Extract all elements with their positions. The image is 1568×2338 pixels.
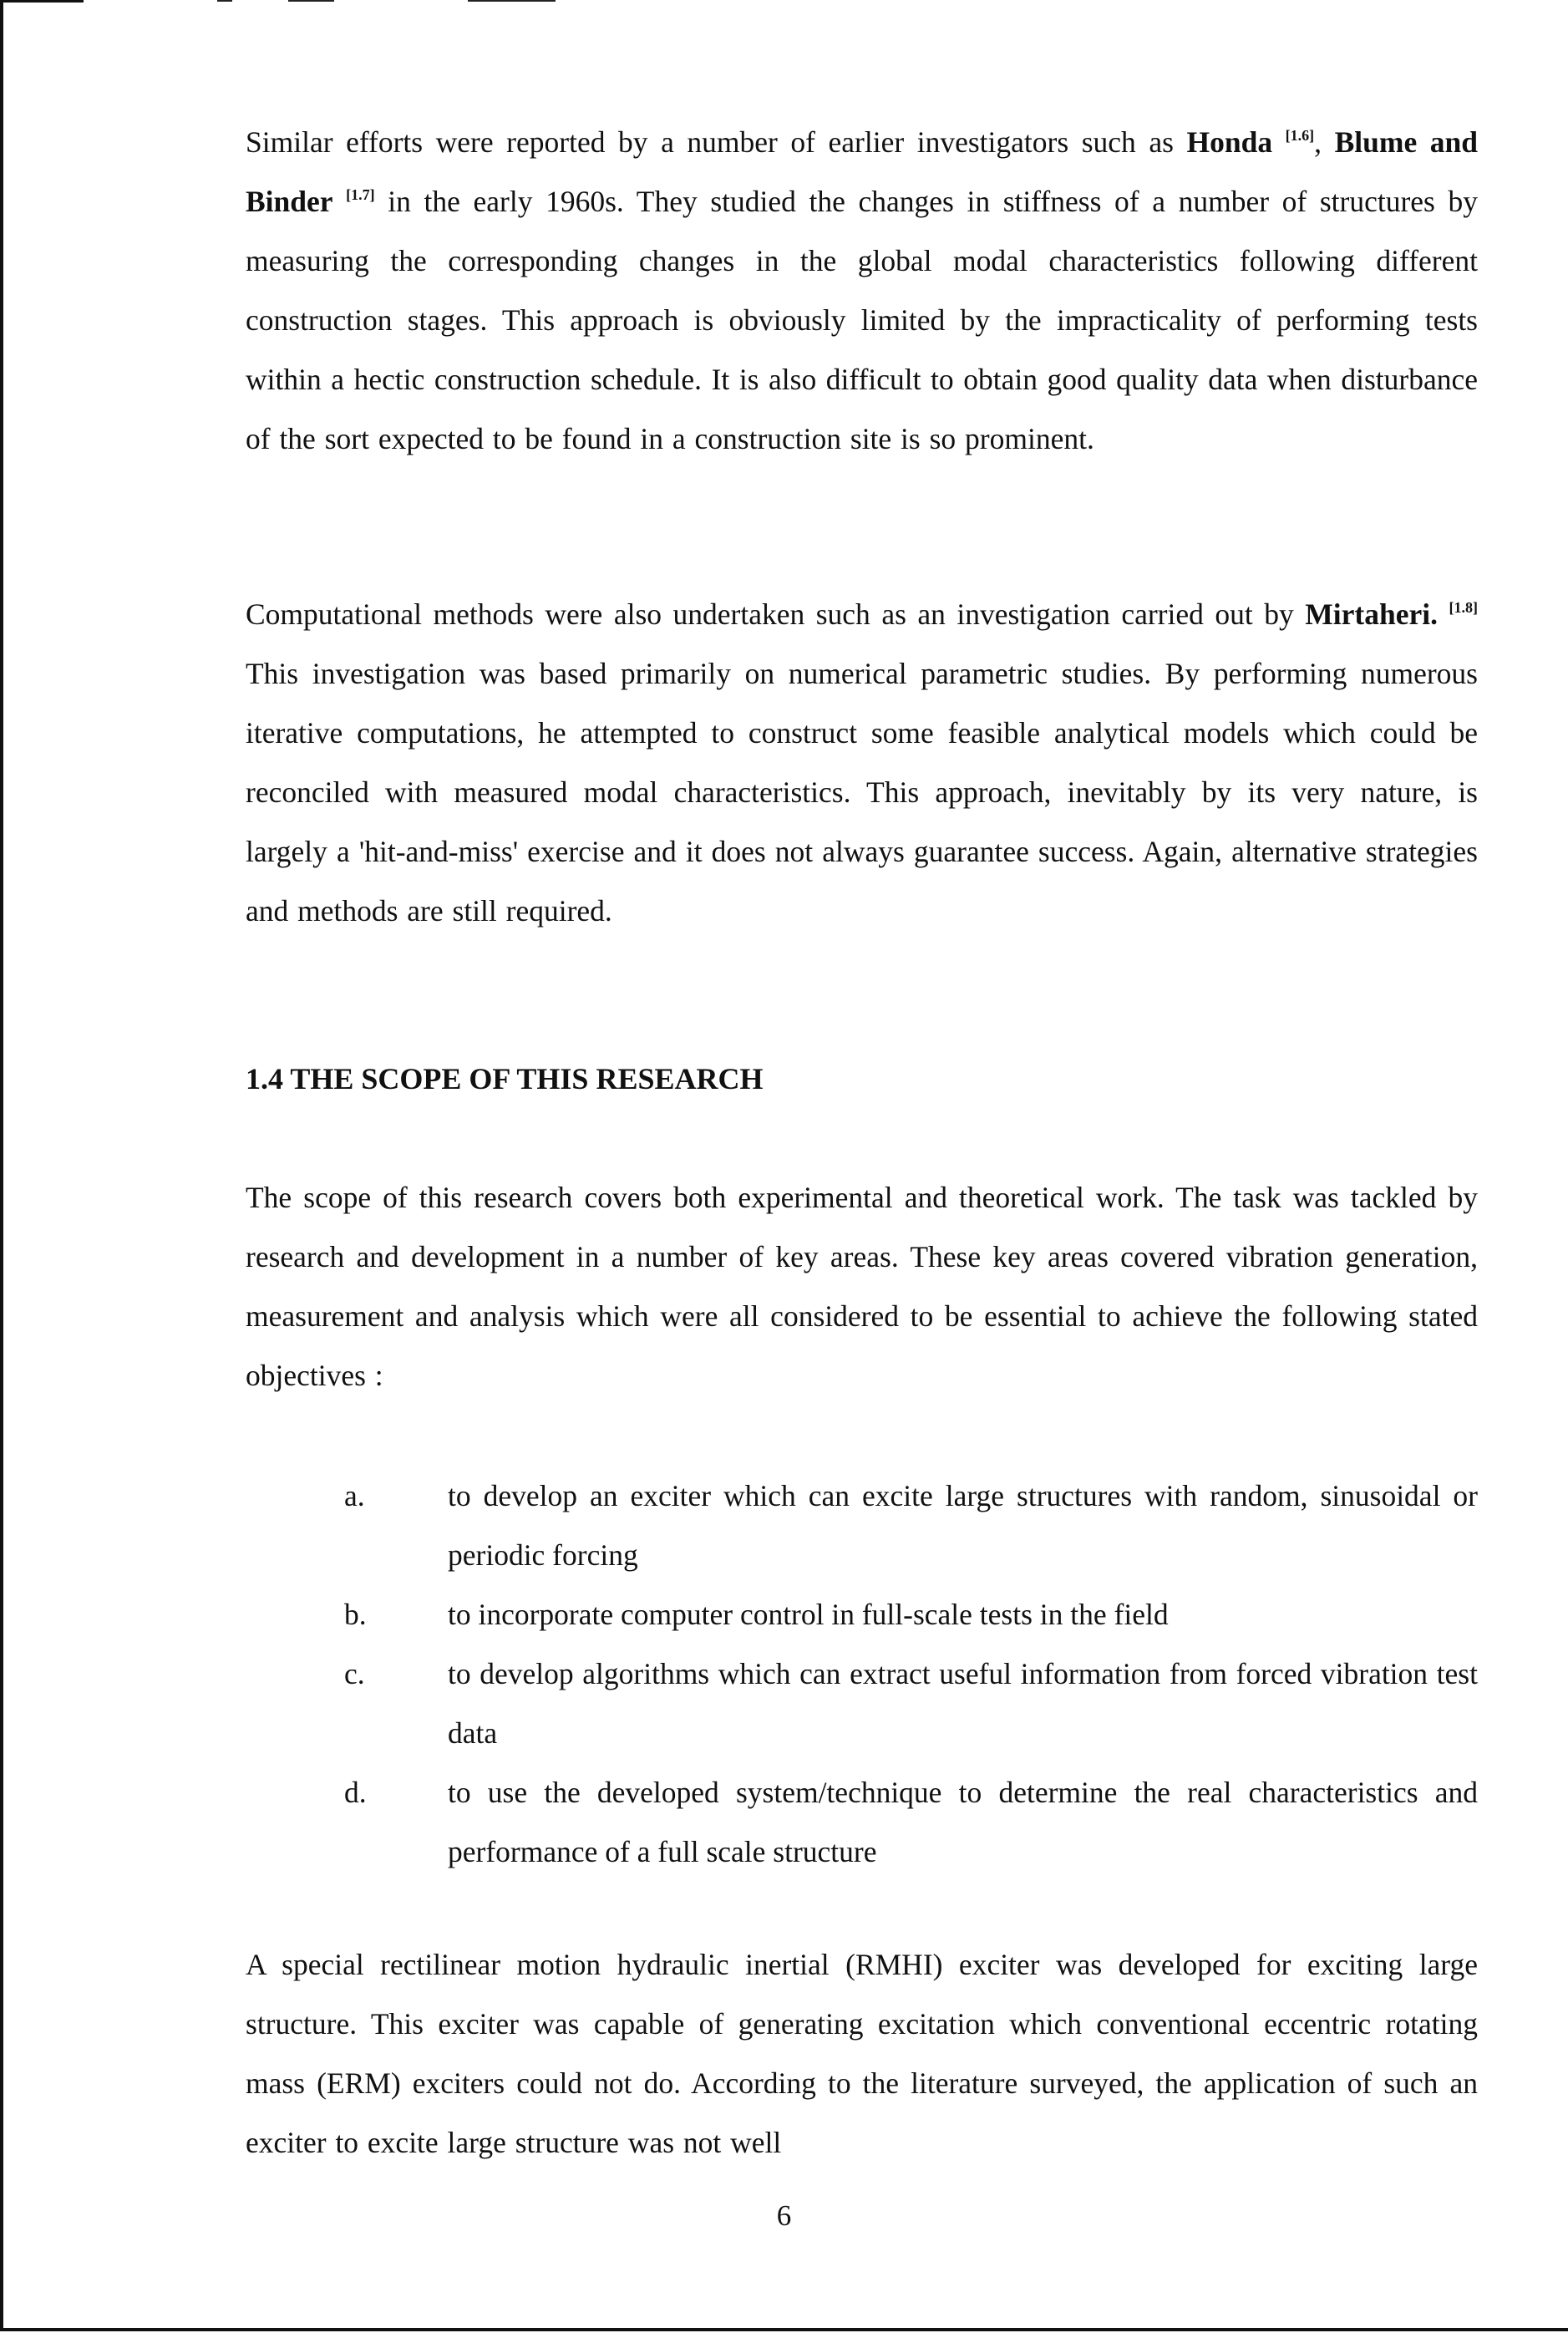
paragraph-text: This investigation was based primarily on numerical parametric studies. By performing numerous iterative computations, he attempted to construct some feasible analytical models which could be reconciled with measured modal characteristics. This approach, inevitably by its very nature, is largely a 'hit-and-miss' exercise and it does not always guarantee success. Again, alternative strategies and methods are still required. (246, 657, 1478, 928)
list-marker: d. (344, 1776, 367, 1809)
paragraph-scope: The scope of this research covers both experimental and theoretical work. The task was tackled by research and development in a number of key areas. These key areas covered vibration generation, measurement and analysis which were all considered to be essential to achieve the following stated objectives : (246, 1181, 1478, 1392)
separator: , (1314, 125, 1335, 159)
paragraph-text: in the early 1960s. They studied the changes in stiffness of a number of structures by measuring the corresponding changes in the global modal characteristics following different construction stages. This approach is obviously limited by the impracticality of performing tests within a hectic construction schedule. It is also difficult to obtain good quality data when disturbance of the sort expected to be found in a construction site is so prominent. (246, 185, 1478, 455)
section-heading: 1.4 THE SCOPE OF THIS RESEARCH (246, 1062, 764, 1095)
author-name-blume-binder: Blume and Binder (246, 125, 1479, 218)
list-item (246, 1763, 1478, 1882)
page-frame-bottom-line (0, 2328, 1568, 2331)
page-number: 6 (776, 2199, 792, 2232)
list-item-text: to use the developed system/technique to determine the real characteristics and performance of a full scale structure (448, 1776, 1478, 1868)
page-frame-top-dash (217, 0, 232, 2)
list-item (246, 1644, 1478, 1763)
page-frame-top-dash (288, 0, 334, 2)
page-frame-left-line (0, 0, 3, 2330)
list-marker: b. (344, 1598, 367, 1631)
paragraph-rmhi-exciter: A special rectilinear motion hydraulic inertial (RMHI) exciter was developed for exciting large structure. This exciter was capable of generating excitation which conventional eccentric rotating mass (ERM) exciters could not do. According to the literature surveyed, the application of such an exciter to excite large structure was not well (246, 1948, 1478, 2159)
objectives-list (246, 1466, 1478, 1882)
page-frame-top-dash (468, 0, 556, 2)
paragraph-computational-methods (246, 585, 1478, 941)
citation-ref: [1.8] (1449, 599, 1478, 616)
author-name-mirtaheri: Mirtaheri. (1305, 597, 1438, 631)
list-item-text: to incorporate computer control in full-scale tests in the field (448, 1598, 1169, 1631)
list-item-text: to develop an exciter which can excite large structures with random, sinusoidal or periodic forcing (448, 1479, 1478, 1572)
list-marker: a. (344, 1479, 365, 1512)
list-marker: c. (344, 1657, 365, 1690)
list-item-text: to develop algorithms which can extract useful information from forced vibration test data (448, 1657, 1478, 1750)
list-item (246, 1466, 1478, 1585)
list-item (246, 1585, 1478, 1644)
page-frame-top-line (0, 0, 84, 3)
citation-ref: [1.6] (1285, 127, 1315, 144)
citation-ref: [1.7] (346, 186, 375, 203)
paragraph-earlier-investigators (246, 113, 1478, 469)
author-name-honda: Honda (1186, 125, 1273, 159)
paragraph-text: Similar efforts were reported by a number of earlier investigators such as (246, 125, 1187, 159)
paragraph-text: Computational methods were also undertaken such as an investigation carried out by (246, 597, 1306, 631)
